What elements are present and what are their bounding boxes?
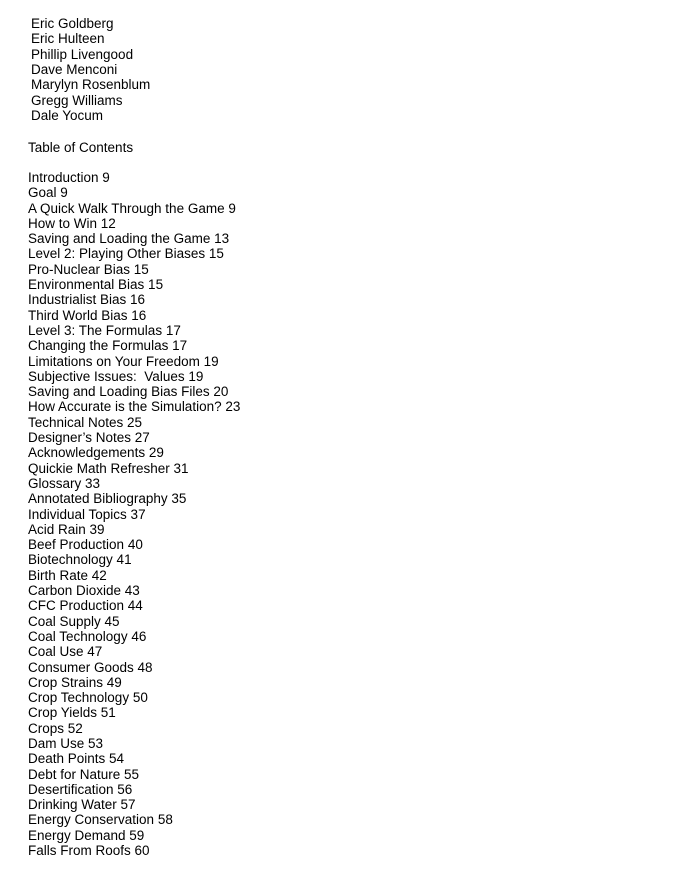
toc-entry: Limitations on Your Freedom 19 xyxy=(28,353,219,369)
toc-entry: Coal Technology 46 xyxy=(28,628,147,644)
toc-entry: Coal Supply 45 xyxy=(28,613,120,629)
toc-entry: Crop Technology 50 xyxy=(28,690,148,706)
toc-entry: How to Win 12 xyxy=(28,215,116,231)
toc-entry: Coal Use 47 xyxy=(28,644,103,660)
toc-entry: How Accurate is the Simulation? 23 xyxy=(28,399,241,415)
toc-entry: Annotated Bibliography 35 xyxy=(28,491,187,507)
credit-name: Gregg Williams xyxy=(31,92,123,108)
toc-entry: Biotechnology 41 xyxy=(28,552,132,568)
credit-name: Phillip Livengood xyxy=(31,46,134,62)
toc-entry: Pro-Nuclear Bias 15 xyxy=(28,261,149,277)
toc-entry: Beef Production 40 xyxy=(28,537,143,553)
toc-entry: Environmental Bias 15 xyxy=(28,277,164,293)
toc-entry: Introduction 9 xyxy=(28,170,110,185)
toc-entry: Saving and Loading the Game 13 xyxy=(28,231,230,247)
credit-name: Eric Hulteen xyxy=(31,31,105,47)
toc-entry: Carbon Dioxide 43 xyxy=(28,583,140,599)
toc-entry: CFC Production 44 xyxy=(28,598,143,614)
toc-entry: Technical Notes 25 xyxy=(28,414,143,430)
toc-entry: Falls From Roofs 60 xyxy=(28,843,150,859)
toc-entry: Energy Demand 59 xyxy=(28,827,145,843)
toc-entry: Third World Bias 16 xyxy=(28,307,147,323)
toc-entry: Crops 52 xyxy=(28,720,83,736)
toc-entry: Acknowledgements 29 xyxy=(28,445,164,461)
toc-entry: Quickie Math Refresher 31 xyxy=(28,460,189,476)
toc-entry: Subjective Issues: Values 19 xyxy=(28,368,204,384)
toc-entry: Glossary 33 xyxy=(28,475,101,491)
toc-entry: Desertification 56 xyxy=(28,781,133,797)
toc-entry: Level 3: The Formulas 17 xyxy=(28,322,181,338)
toc-entry: Drinking Water 57 xyxy=(28,797,136,813)
toc-entry: Consumer Goods 48 xyxy=(28,659,153,675)
toc-entry: Individual Topics 37 xyxy=(28,506,146,522)
toc-entry: Birth Rate 42 xyxy=(28,567,107,583)
toc-entry: Acid Rain 39 xyxy=(28,521,105,537)
toc-entry: Death Points 54 xyxy=(28,751,125,767)
toc-entry: A Quick Walk Through the Game 9 xyxy=(28,200,236,216)
credit-name: Dale Yocum xyxy=(31,107,104,123)
toc-heading: Table of Contents xyxy=(28,139,134,155)
toc-entry: Crop Yields 51 xyxy=(28,705,116,721)
credit-name: Dave Menconi xyxy=(31,61,118,77)
toc-entry: Saving and Loading Bias Files 20 xyxy=(28,384,229,400)
toc-entry: Level 2: Playing Other Biases 15 xyxy=(28,246,224,262)
toc-entry: Crop Strains 49 xyxy=(28,674,122,690)
toc-list xyxy=(28,170,240,858)
credits-name-list xyxy=(31,16,150,123)
toc-entry: Energy Conservation 58 xyxy=(28,812,173,828)
toc-entry: Industrialist Bias 16 xyxy=(28,292,146,308)
toc-entry: Designer’s Notes 27 xyxy=(28,430,150,446)
credit-name: Eric Goldberg xyxy=(31,16,114,31)
toc-entry: Dam Use 53 xyxy=(28,735,104,751)
toc-entry: Goal 9 xyxy=(28,185,68,201)
toc-entry: Changing the Formulas 17 xyxy=(28,338,188,354)
toc-entry: Debt for Nature 55 xyxy=(28,766,140,782)
credit-name: Marylyn Rosenblum xyxy=(31,77,151,93)
